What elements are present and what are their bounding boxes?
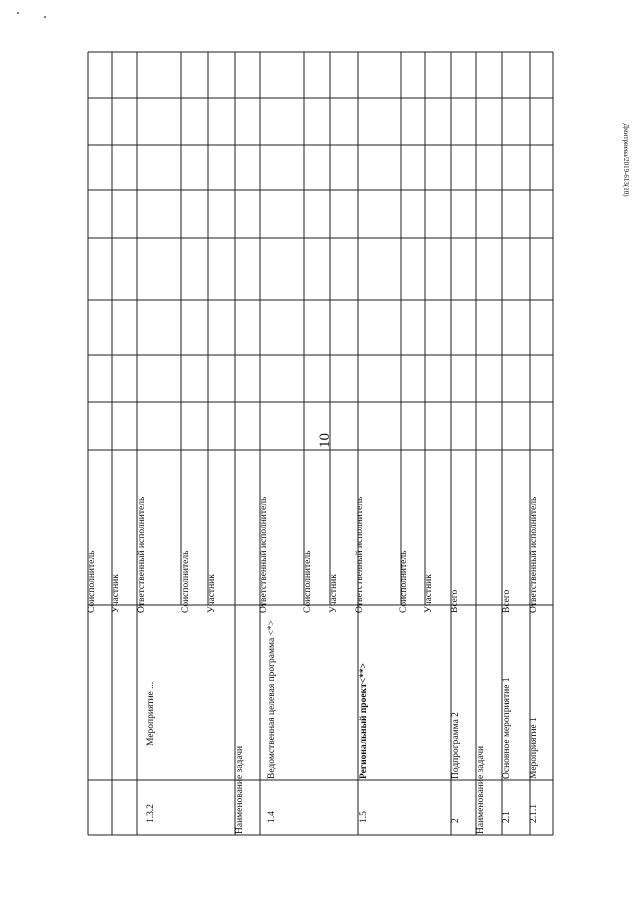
role-co-executor: Соисполнитель [399,550,409,613]
document-footer-code: Дмитриева/2019-613(10) [622,123,630,197]
task-header-2: Наименование задачи [476,745,486,834]
row-name-1-5: Региональный проект<**> [359,662,369,779]
role-responsible: Ответственный исполнитель [529,496,539,613]
role-responsible: Ответственный исполнитель [355,496,365,613]
role-participant: Участник [424,574,434,613]
role-participant: Участник [207,574,217,613]
row-name-1-3-2: Мероприятие ... [146,681,156,746]
role-co-executor: Соисполнитель [303,550,313,613]
row-id-2-1-1: 2.1.1 [529,804,539,823]
role-total: Всего [502,589,512,613]
row-name-1-4: Ведомственная целевая программа <*> [267,619,277,779]
row-id-2: 2 [451,818,461,823]
row-name-2-1-1: Мероприятие 1 [529,717,539,779]
role-responsible: Ответственный исполнитель [259,496,269,613]
row-name-2: Подпрограмма 2 [451,712,461,779]
role-participant: Участник [111,574,121,613]
role-co-executor: Соисполнитель [87,550,97,613]
task-header-1: Наименование задачи [235,745,245,834]
row-id-1-4: 1.4 [267,811,277,823]
role-co-executor: Соисполнитель [181,550,191,613]
row-name-2-1: Основное мероприятие 1 [502,677,512,779]
row-id-2-1: 2.1 [502,811,512,823]
role-responsible: Ответственный исполнитель [137,496,147,613]
row-id-1-5: 1.5 [359,811,369,823]
role-participant: Участник [329,574,339,613]
role-total: Всего [450,589,460,613]
row-id-1-3-2: 1.3.2 [146,804,156,823]
page-number: 10 [317,433,333,448]
